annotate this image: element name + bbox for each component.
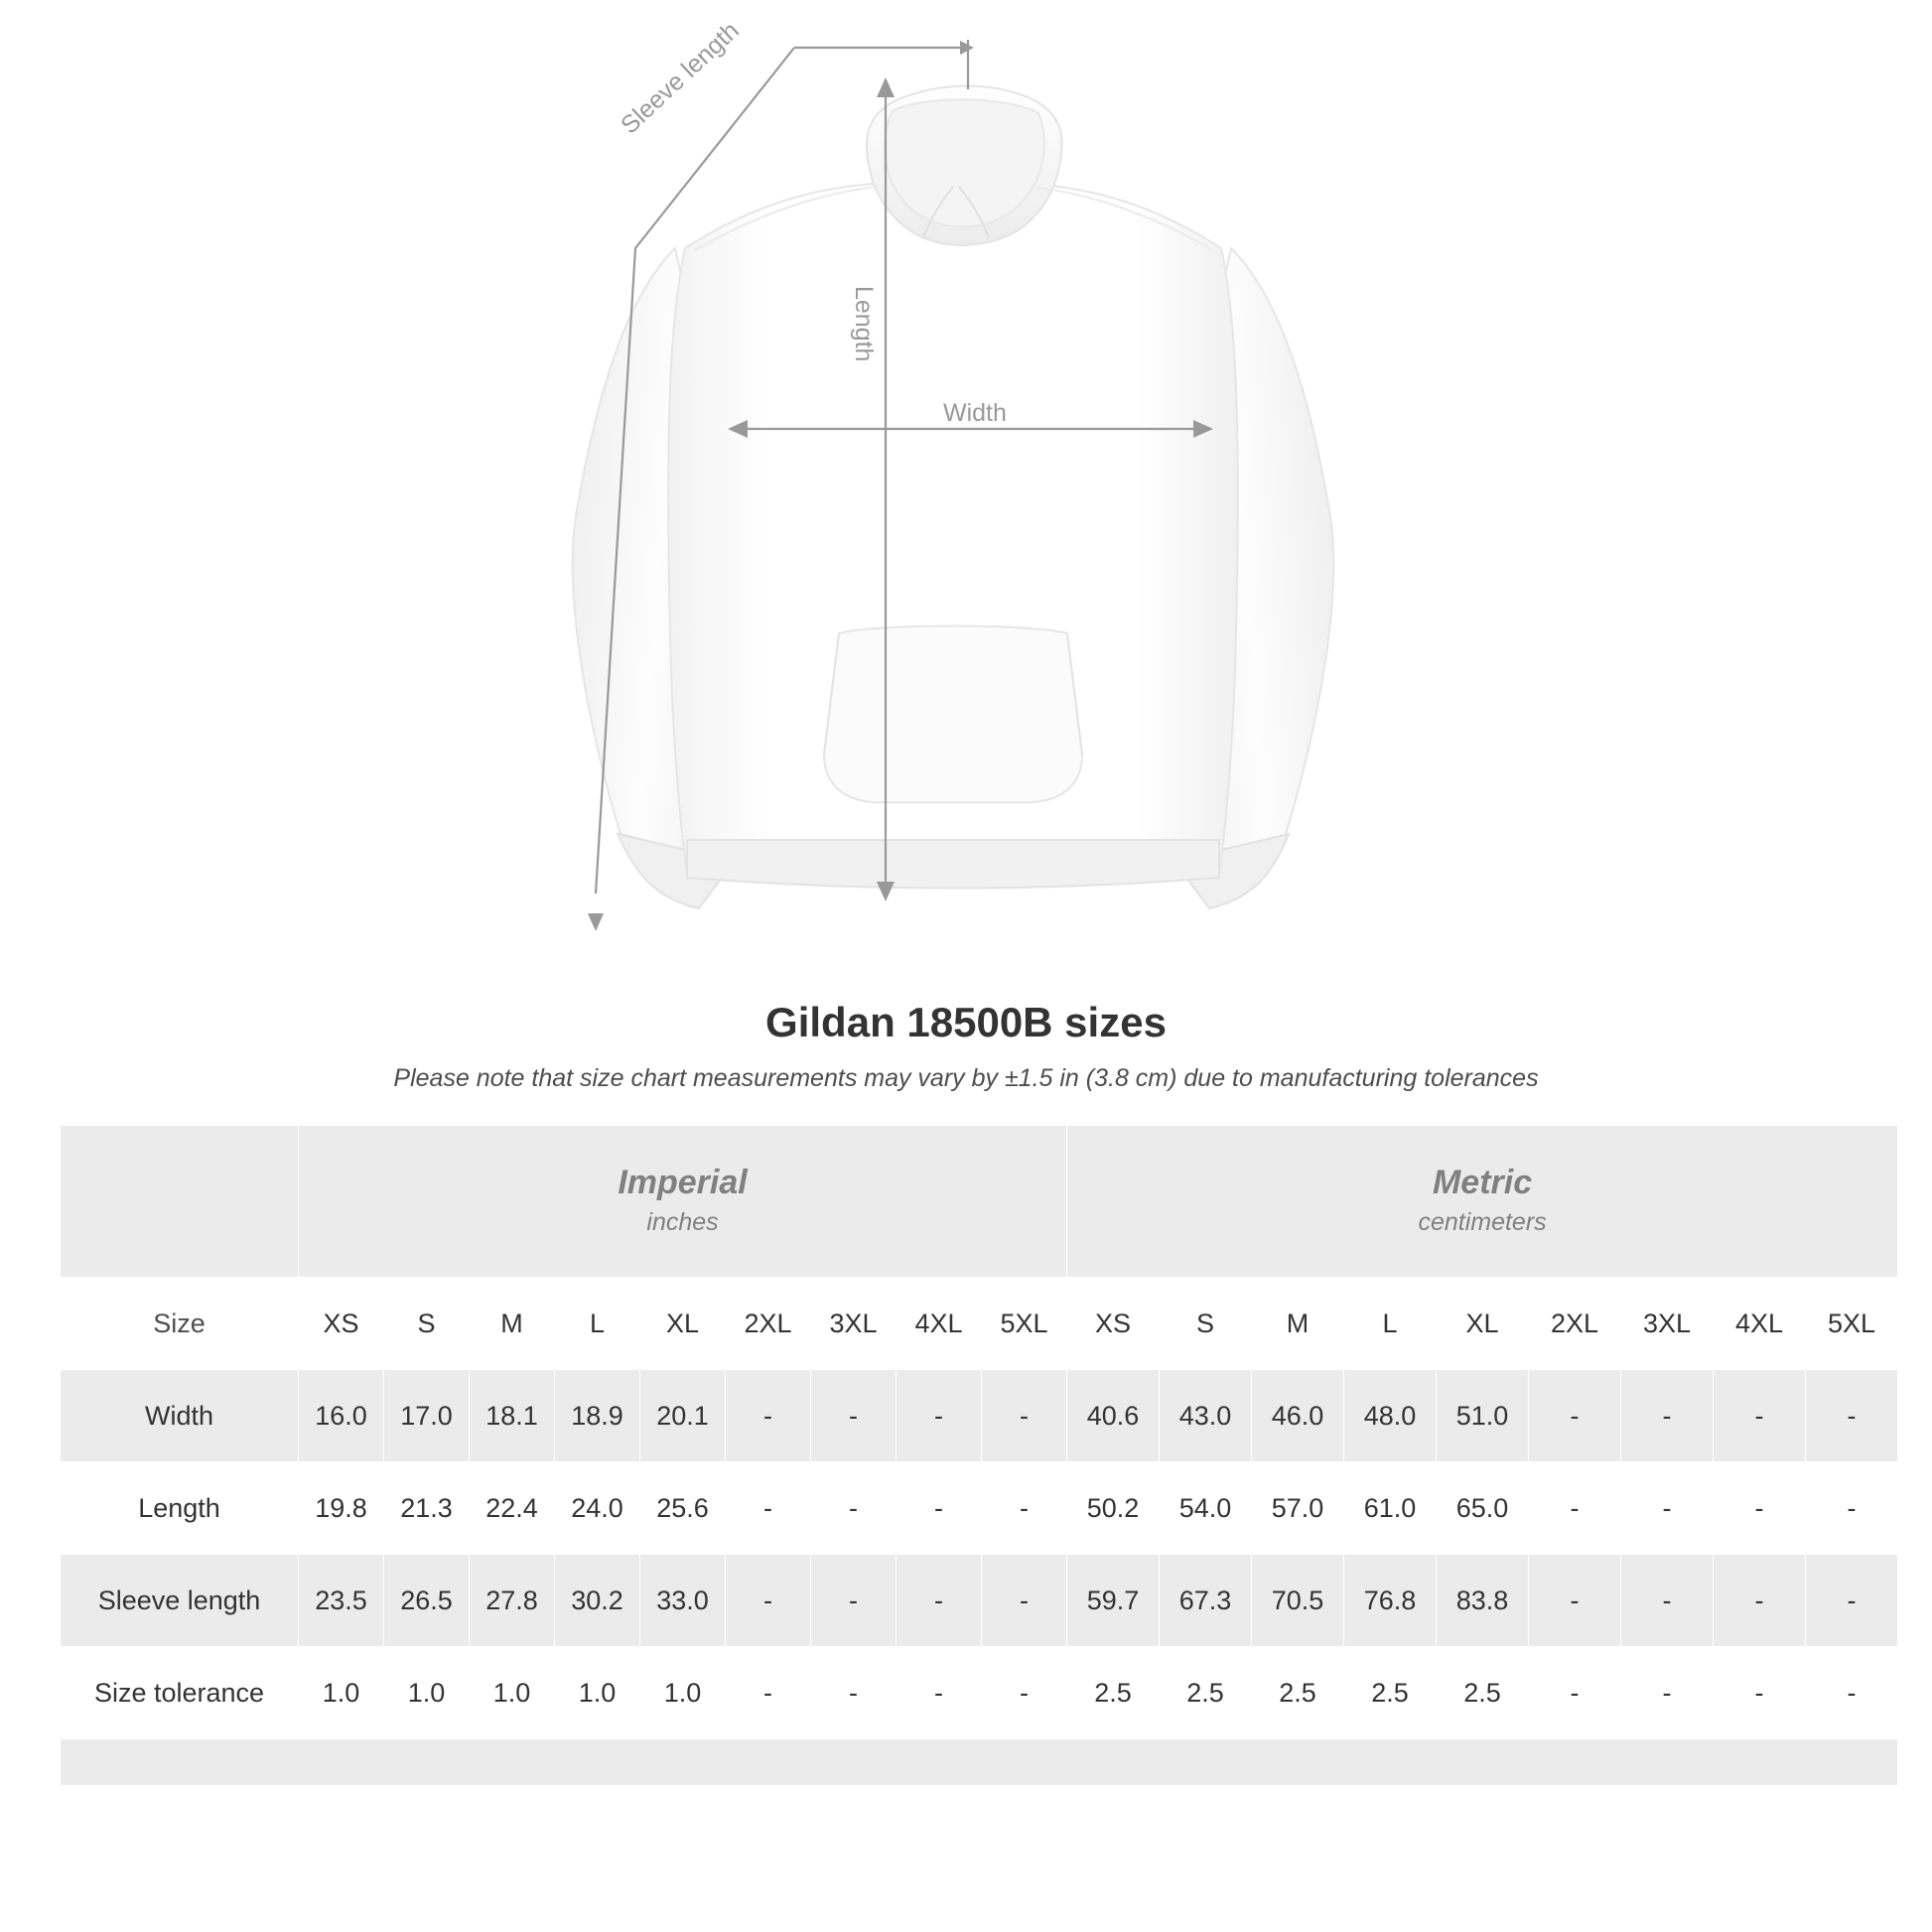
cell-sleeve-metric-4xl: -: [1714, 1555, 1806, 1647]
cell-length-metric-2xl: -: [1529, 1462, 1621, 1555]
length-dimension-label: Length: [850, 286, 878, 362]
cell-length-imperial-5xl: -: [982, 1462, 1067, 1555]
cell-tolerance-imperial-xl: 1.0: [640, 1647, 726, 1739]
cell-length-imperial-m: 22.4: [470, 1462, 555, 1555]
cell-sleeve-metric-xs: 59.7: [1067, 1555, 1160, 1647]
cell-tolerance-metric-3xl: -: [1621, 1647, 1714, 1739]
cell-width-imperial-l: 18.9: [555, 1370, 640, 1462]
cell-width-imperial-m: 18.1: [470, 1370, 555, 1462]
cell-sleeve-imperial-xl: 33.0: [640, 1555, 726, 1647]
row-label-size-tolerance: Size tolerance: [61, 1647, 299, 1739]
cell-length-metric-4xl: -: [1714, 1462, 1806, 1555]
metric-unit-name: Metric: [1432, 1164, 1533, 1201]
table-bottom-strip: [61, 1739, 1898, 1786]
metric-header-cell: [1067, 1126, 1898, 1278]
cell-length-imperial-3xl: -: [811, 1462, 897, 1555]
cell-tolerance-metric-s: 2.5: [1160, 1647, 1252, 1739]
size-header-metric-3xl: 3XL: [1621, 1278, 1714, 1370]
size-header-imperial-xl: XL: [640, 1278, 726, 1370]
cell-tolerance-metric-4xl: -: [1714, 1647, 1806, 1739]
cell-width-metric-xs: 40.6: [1067, 1370, 1160, 1462]
cell-sleeve-metric-5xl: -: [1806, 1555, 1898, 1647]
units-header-corner: [61, 1126, 299, 1278]
cell-width-metric-4xl: -: [1714, 1370, 1806, 1462]
metric-unit-sub: centimeters: [1418, 1207, 1547, 1236]
size-header-row: [61, 1278, 1898, 1370]
size-header-metric-5xl: 5XL: [1806, 1278, 1898, 1370]
cell-sleeve-metric-l: 76.8: [1344, 1555, 1437, 1647]
row-label-sleeve-length: Sleeve length: [61, 1555, 299, 1647]
cell-tolerance-metric-m: 2.5: [1252, 1647, 1344, 1739]
size-header-imperial-4xl: 4XL: [897, 1278, 982, 1370]
cell-sleeve-metric-m: 70.5: [1252, 1555, 1344, 1647]
size-header-metric-4xl: 4XL: [1714, 1278, 1806, 1370]
table-row: [61, 1462, 1898, 1555]
cell-sleeve-metric-s: 67.3: [1160, 1555, 1252, 1647]
size-header-imperial-2xl: 2XL: [726, 1278, 811, 1370]
cell-width-imperial-xs: 16.0: [299, 1370, 384, 1462]
cell-sleeve-imperial-xs: 23.5: [299, 1555, 384, 1647]
table-row: [61, 1555, 1898, 1647]
imperial-unit-name: Imperial: [618, 1164, 748, 1201]
row-label-length: Length: [61, 1462, 299, 1555]
cell-tolerance-metric-l: 2.5: [1344, 1647, 1437, 1739]
table-bottom-strip-cell: [61, 1739, 1898, 1786]
cell-length-imperial-s: 21.3: [384, 1462, 470, 1555]
size-header-metric-xl: XL: [1437, 1278, 1529, 1370]
cell-tolerance-imperial-5xl: -: [982, 1647, 1067, 1739]
cell-length-imperial-2xl: -: [726, 1462, 811, 1555]
cell-width-imperial-2xl: -: [726, 1370, 811, 1462]
cell-sleeve-imperial-2xl: -: [726, 1555, 811, 1647]
cell-width-imperial-5xl: -: [982, 1370, 1067, 1462]
cell-length-metric-l: 61.0: [1344, 1462, 1437, 1555]
size-header-imperial-s: S: [384, 1278, 470, 1370]
cell-length-metric-5xl: -: [1806, 1462, 1898, 1555]
cell-width-metric-s: 43.0: [1160, 1370, 1252, 1462]
size-table: [60, 1125, 1898, 1786]
size-header-imperial-3xl: 3XL: [811, 1278, 897, 1370]
cell-width-metric-3xl: -: [1621, 1370, 1714, 1462]
cell-sleeve-imperial-4xl: -: [897, 1555, 982, 1647]
cell-width-imperial-4xl: -: [897, 1370, 982, 1462]
cell-length-metric-s: 54.0: [1160, 1462, 1252, 1555]
cell-length-imperial-xs: 19.8: [299, 1462, 384, 1555]
cell-sleeve-metric-xl: 83.8: [1437, 1555, 1529, 1647]
cell-length-metric-3xl: -: [1621, 1462, 1714, 1555]
cell-tolerance-metric-5xl: -: [1806, 1647, 1898, 1739]
size-header-label: Size: [61, 1278, 299, 1370]
page-title: Gildan 18500B sizes: [765, 999, 1167, 1045]
cell-width-metric-5xl: -: [1806, 1370, 1898, 1462]
size-header-metric-s: S: [1160, 1278, 1252, 1370]
imperial-unit-sub: inches: [646, 1207, 719, 1236]
cell-tolerance-metric-2xl: -: [1529, 1647, 1621, 1739]
tolerance-note: Please note that size chart measurements may vary by ±1.5 in (3.8 cm) due to manufacturing tolerances: [393, 1064, 1539, 1092]
cell-width-metric-m: 46.0: [1252, 1370, 1344, 1462]
size-table-wrapper: [60, 1125, 1876, 1786]
cell-length-imperial-xl: 25.6: [640, 1462, 726, 1555]
cell-tolerance-imperial-xs: 1.0: [299, 1647, 384, 1739]
cell-width-imperial-s: 17.0: [384, 1370, 470, 1462]
cell-tolerance-imperial-3xl: -: [811, 1647, 897, 1739]
size-header-metric-2xl: 2XL: [1529, 1278, 1621, 1370]
cell-tolerance-imperial-2xl: -: [726, 1647, 811, 1739]
units-header-row: [61, 1126, 1898, 1278]
row-label-width: Width: [61, 1370, 299, 1462]
size-header-metric-xs: XS: [1067, 1278, 1160, 1370]
size-header-imperial-5xl: 5XL: [982, 1278, 1067, 1370]
sleeve-length-dimension-label: Sleeve length: [616, 16, 745, 140]
cell-width-metric-l: 48.0: [1344, 1370, 1437, 1462]
size-header-imperial-xs: XS: [299, 1278, 384, 1370]
size-header-metric-l: L: [1344, 1278, 1437, 1370]
table-row: [61, 1370, 1898, 1462]
cell-width-metric-2xl: -: [1529, 1370, 1621, 1462]
imperial-header-cell: [299, 1126, 1067, 1278]
cell-width-metric-xl: 51.0: [1437, 1370, 1529, 1462]
cell-length-imperial-4xl: -: [897, 1462, 982, 1555]
cell-length-metric-xl: 65.0: [1437, 1462, 1529, 1555]
cell-length-metric-xs: 50.2: [1067, 1462, 1160, 1555]
cell-sleeve-imperial-3xl: -: [811, 1555, 897, 1647]
cell-tolerance-imperial-m: 1.0: [470, 1647, 555, 1739]
cell-sleeve-imperial-m: 27.8: [470, 1555, 555, 1647]
cell-tolerance-metric-xs: 2.5: [1067, 1647, 1160, 1739]
title-block: [0, 999, 1932, 1093]
cell-sleeve-imperial-l: 30.2: [555, 1555, 640, 1647]
cell-sleeve-metric-3xl: -: [1621, 1555, 1714, 1647]
cell-length-imperial-l: 24.0: [555, 1462, 640, 1555]
table-row: [61, 1647, 1898, 1739]
size-header-metric-m: M: [1252, 1278, 1344, 1370]
cell-width-imperial-xl: 20.1: [640, 1370, 726, 1462]
size-header-imperial-l: L: [555, 1278, 640, 1370]
cell-sleeve-metric-2xl: -: [1529, 1555, 1621, 1647]
cell-sleeve-imperial-s: 26.5: [384, 1555, 470, 1647]
cell-width-imperial-3xl: -: [811, 1370, 897, 1462]
cell-tolerance-metric-xl: 2.5: [1437, 1647, 1529, 1739]
cell-length-metric-m: 57.0: [1252, 1462, 1344, 1555]
width-dimension-label: Width: [943, 399, 1007, 427]
cell-sleeve-imperial-5xl: -: [982, 1555, 1067, 1647]
size-header-imperial-m: M: [470, 1278, 555, 1370]
cell-tolerance-imperial-s: 1.0: [384, 1647, 470, 1739]
cell-tolerance-imperial-l: 1.0: [555, 1647, 640, 1739]
cell-tolerance-imperial-4xl: -: [897, 1647, 982, 1739]
